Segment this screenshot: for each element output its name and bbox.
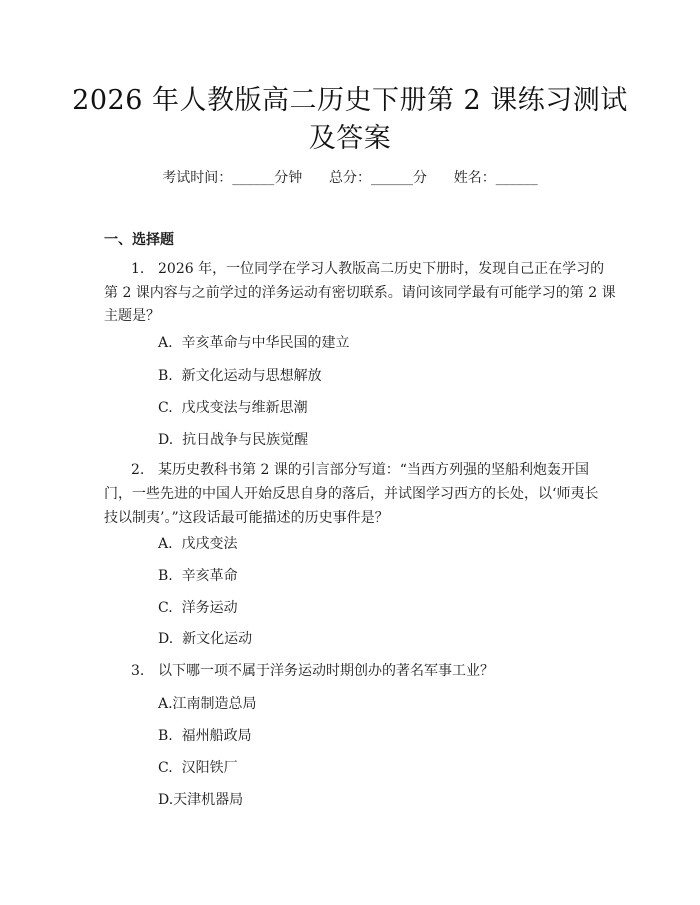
exam-time-label: 考试时间： [162,170,233,186]
question-2-number: 2. [131,462,145,478]
exam-time-blank[interactable]: ______ [232,170,275,186]
question-2-line-2: 门，一些先进的中国人开始反思自身的落后，并试图学习西方的长处，以‘师夷长 [104,486,599,502]
question-1-line-3: 主题是？ [104,308,160,324]
question-2-line-3: 技以制夷’。”这段话最可能描述的历史事件是？ [104,510,389,526]
document-title-line-1: 2026 年人教版高二历史下册第 2 课练习测试 [72,85,628,116]
total-score-unit: 分 [413,170,427,186]
exam-info-row [0,168,700,188]
student-name-label: 姓名： [453,170,496,186]
question-3-option-a[interactable]: A.江南制造总局 [158,696,257,712]
question-2-option-d[interactable]: D. 新文化运动 [158,631,253,647]
question-2-option-b[interactable]: B. 辛亥革命 [158,568,238,584]
question-3-number: 3. [131,663,145,679]
question-1-option-b[interactable]: B. 新文化运动与思想解放 [158,368,322,384]
question-1-line-2: 第 2 课内容与之前学过的洋务运动有密切联系。请问该同学最有可能学习的第 2 课 [104,285,616,301]
question-2-option-a[interactable]: A. 戊戌变法 [158,536,238,552]
question-2-option-c[interactable]: C. 洋务运动 [158,600,238,616]
question-2-line-1: 某历史教科书第 2 课的引言部分写道：“当西方列强的坚船利炮轰开国 [158,462,589,478]
student-name-blank[interactable]: ______ [495,170,538,186]
question-3-line-1: 以下哪一项不属于洋务运动时期创办的著名军事工业？ [158,663,494,679]
question-1-line-1: 2026 年，一位同学在学习人教版高二历史下册时，发现自己正在学习的 [158,261,605,277]
question-1-option-d[interactable]: D. 抗日战争与民族觉醒 [158,432,309,448]
question-3-option-b[interactable]: B. 福州船政局 [158,728,252,744]
question-1-number: 1. [131,261,145,277]
question-3-option-d[interactable]: D.天津机器局 [158,792,244,808]
document-title-line-2: 及答案 [308,123,392,154]
total-score-blank[interactable]: ______ [371,170,413,186]
question-3-option-c[interactable]: C. 汉阳铁厂 [158,760,238,776]
question-1-option-c[interactable]: C. 戊戌变法与维新思潮 [158,400,308,416]
question-1-option-a[interactable]: A. 辛亥革命与中华民国的建立 [158,335,350,351]
exam-time-unit: 分钟 [274,170,303,186]
total-score-label: 总分： [329,170,371,186]
section-title-multiple-choice: 一、选择题 [104,232,174,248]
